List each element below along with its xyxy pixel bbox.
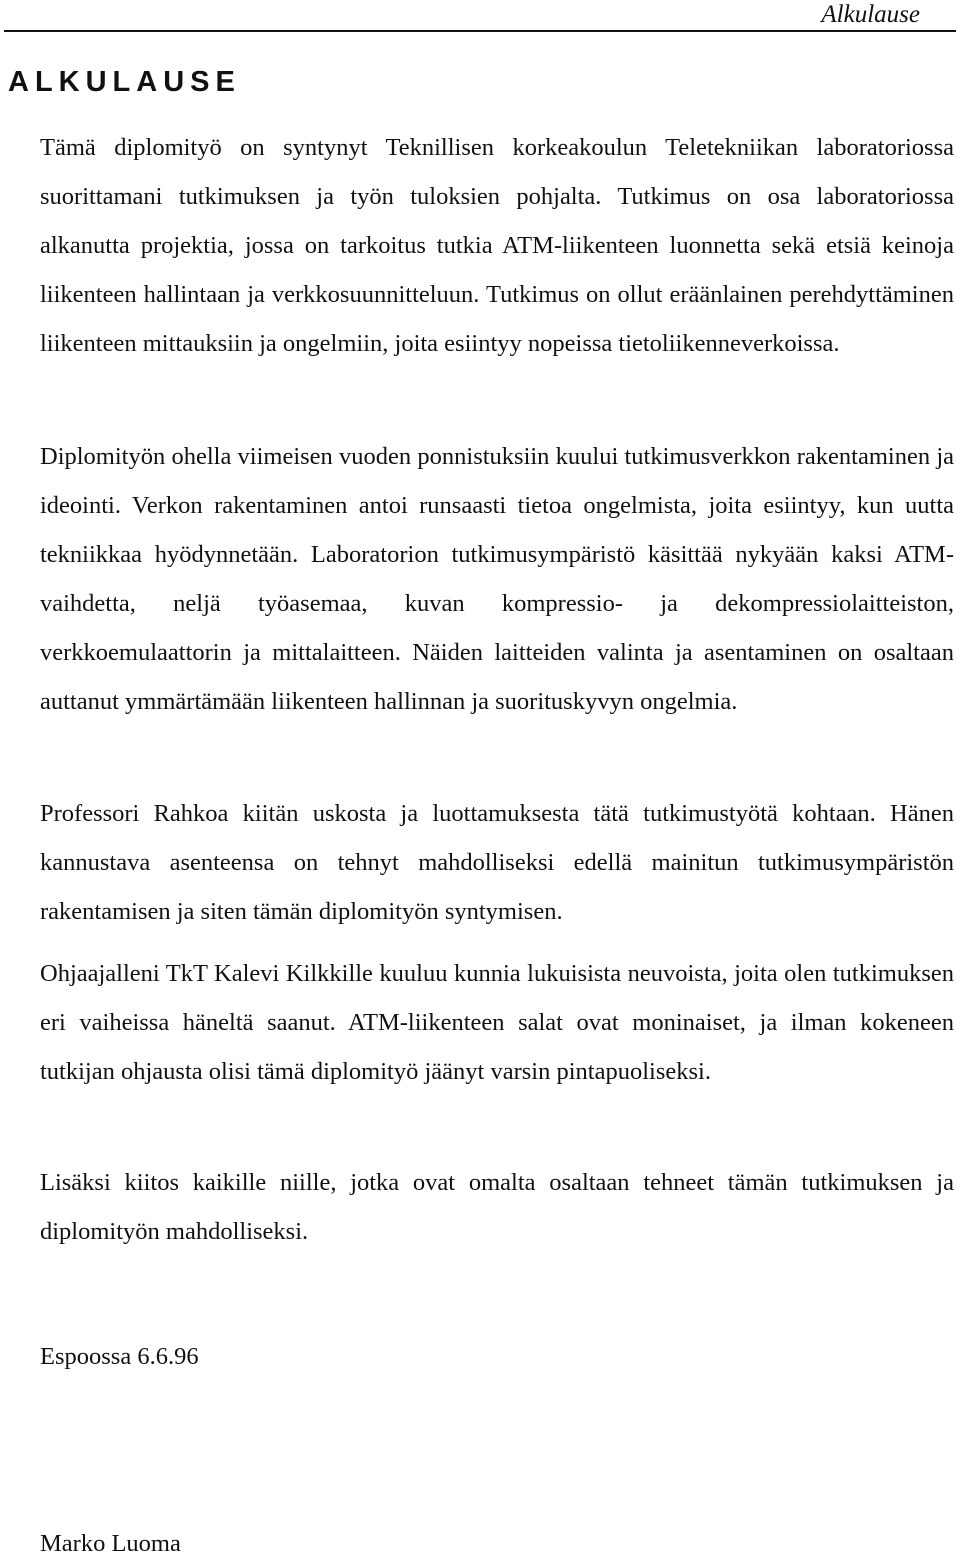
author-signature: Marko Luoma — [40, 1530, 181, 1557]
running-header: Alkulause — [821, 1, 920, 28]
header-rule — [4, 30, 956, 32]
place-and-date: Espoossa 6.6.96 — [40, 1343, 199, 1370]
paragraph-3: Professori Rahkoa kiitän uskosta ja luottamuksesta tätä tutkimustyötä kohtaan. Hänen kannustava asenteensa on tehnyt mahdolliseksi edellä mainitun tutkimusympäristön rakentamisen ja siten tämän diplomityön syntymisen. — [40, 800, 954, 925]
paragraph-1: Tämä diplomityö on syntynyt Teknillisen korkeakoulun Teletekniikan laboratoriossa suorittamani tutkimuksen ja työn tuloksien pohjalta. Tutkimus on osa laboratoriossa alkanutta projektia, jossa on tarkoitus tutkia ATM-liikenteen luonnetta sekä etsiä keinoja liikenteen hallintaan ja verkkosuunnitteluun. Tutkimus on ollut eräänlainen perehdyttäminen liikenteen mittauksiin ja ongelmiin, joita esiintyy nopeissa tietoliikenneverkoissa. — [40, 134, 954, 357]
paragraph-4: Ohjaajalleni TkT Kalevi Kilkkille kuuluu kunnia lukuisista neuvoista, joita olen tutkimuksen eri vaiheissa häneltä saanut. ATM-liikenteen salat ovat moninaiset, ja ilman kokeneen tutkijan ohjausta olisi tämä diplomityö jäänyt varsin pintapuoliseksi. — [40, 960, 954, 1085]
paragraph-2: Diplomityön ohella viimeisen vuoden ponnistuksiin kuului tutkimusverkkon rakentaminen ja ideointi. Verkon rakentaminen antoi runsaasti tietoa ongelmista, joita esiintyy, kun uutta tekniikkaa hyödynnetään. Laboratorion tutkimusympäristö käsittää nykyään kaksi ATM-vaihdetta, neljä työasemaa, kuvan kompressio- ja dekompressiolaitteiston, verkkoemulaattorin ja mittalaitteen. Näiden laitteiden valinta ja asentaminen on osaltaan auttanut ymmärtämään liikenteen hallinnan ja suorituskyvyn ongelmia. — [40, 443, 954, 715]
paragraph-5: Lisäksi kiitos kaikille niille, jotka ovat omalta osaltaan tehneet tämän tutkimuksen ja diplomityön mahdolliseksi. — [40, 1169, 954, 1245]
page-heading: ALKULAUSE — [8, 66, 241, 98]
